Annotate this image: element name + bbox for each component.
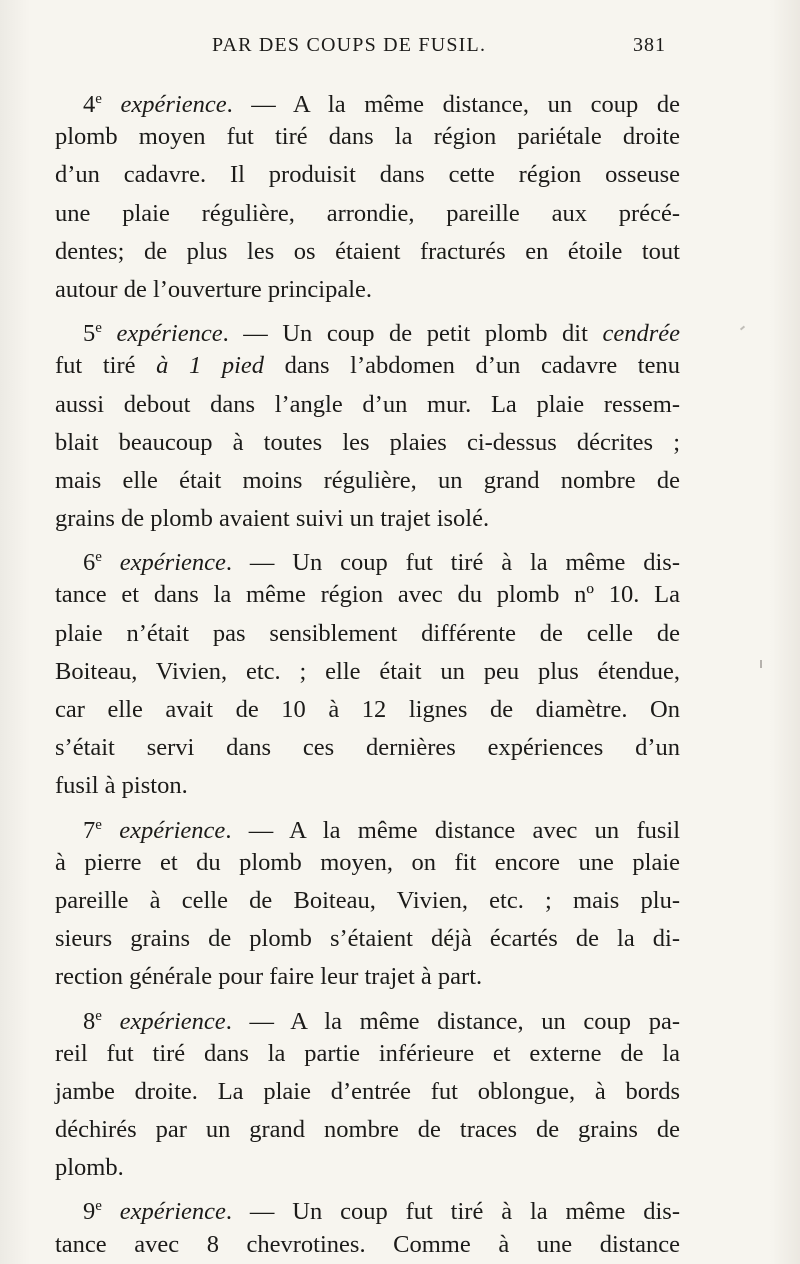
paper-mark [740,326,745,331]
text-line [55,997,680,1035]
italic-text: expérience [101,549,226,577]
running-title: PAR DES COUPS DE FUSIL. [212,34,487,56]
ordinal-superscript: e [95,320,102,337]
text-line: une plaie régulière, arrondie, pareille aux précé- [55,199,680,227]
text-line [55,347,680,385]
text-line: grains de plomb avaient suivi un trajet isolé. [55,505,490,533]
italic-text: expérience [101,816,226,844]
text-run: . — Un coup de petit plomb dit [222,320,603,348]
text-run: 5 [83,320,96,348]
text-line: dentes; de plus les os étaient fracturés en étoile tout [55,237,680,265]
text-line [55,538,680,576]
text-line: reil fut tiré dans la partie inférieure et externe de la [55,1039,680,1067]
text-line: à pierre et du plomb moyen, on fit encore une plaie [55,848,680,876]
ordinal-superscript: e [95,1007,102,1024]
italic-text: à 1 pied [156,352,264,380]
text-line: tance avec 8 chevrotines. Comme à une distance [55,1230,680,1258]
page-body-text [55,80,680,1264]
text-line: aussi debout dans l’angle d’un mur. La plaie ressem- [55,390,680,418]
text-line [55,309,680,347]
text-run: . — Un coup fut tiré à la même dis- [225,1198,680,1226]
text-run: . — A la même distance, un coup de [226,91,680,119]
text-line: plomb. [55,1154,124,1182]
text-line [55,806,680,844]
text-line: pareille à celle de Boiteau, Vivien, etc. ; mais plu- [55,886,680,914]
text-line: car elle avait de 10 à 12 lignes de diamètre. On [55,696,680,723]
text-run: 9 [83,1198,96,1226]
text-run: fut tiré [55,352,157,380]
ordinal-superscript: e [95,1198,102,1215]
text-run: 4 [83,91,96,119]
text-line: mais elle était moins régulière, un grand nombre de [55,466,680,494]
text-run: . — A la même distance, un coup pa- [225,1007,680,1035]
text-run: 6 [83,549,96,577]
text-line: rection générale pour faire leur trajet à part. [55,963,483,991]
text-line: fusil à piston. [55,772,188,800]
text-line: plaie n’était pas sensiblement différente de celle de [55,619,680,647]
text-line: tance et dans la même région avec du plomb nº 10. La [55,581,680,609]
page-number: 381 [633,34,666,56]
text-run: 7 [83,816,96,844]
text-line: blait beaucoup à toutes les plaies ci-dessus décrites ; [55,428,680,456]
text-line: sieurs grains de plomb s’étaient déjà écartés de la di- [55,925,680,953]
italic-text: cendrée [602,320,680,348]
text-line: plomb moyen fut tiré dans la région pariétale droite [55,123,680,151]
ordinal-superscript: e [95,816,102,833]
italic-text: expérience [101,1007,226,1035]
paper-mark [760,660,762,668]
ordinal-superscript: e [95,549,102,566]
text-line [55,1187,680,1225]
text-line: d’un cadavre. Il produisit dans cette région osseuse [55,161,680,189]
text-run: 8 [83,1007,96,1035]
text-line: jambe droite. La plaie d’entrée fut oblongue, à bords [55,1077,680,1105]
italic-text: expérience [101,320,223,348]
italic-text: expérience [101,1198,226,1226]
text-line: autour de l’ouverture principale. [55,275,373,303]
text-run: dans l’abdomen d’un cadavre tenu [264,352,680,380]
ordinal-superscript: e [95,91,102,107]
text-line: déchirés par un grand nombre de traces de grains de [55,1116,680,1144]
text-line: Boiteau, Vivien, etc. ; elle était un peu plus étendue, [55,657,680,685]
page-header [0,34,800,64]
text-run: . — A la même distance avec un fusil [225,816,681,844]
text-run: . — Un coup fut tiré à la même dis- [225,549,680,577]
text-line [55,80,680,118]
italic-text: expérience [101,91,227,119]
text-line: s’était servi dans ces dernières expériences d’un [55,734,680,762]
